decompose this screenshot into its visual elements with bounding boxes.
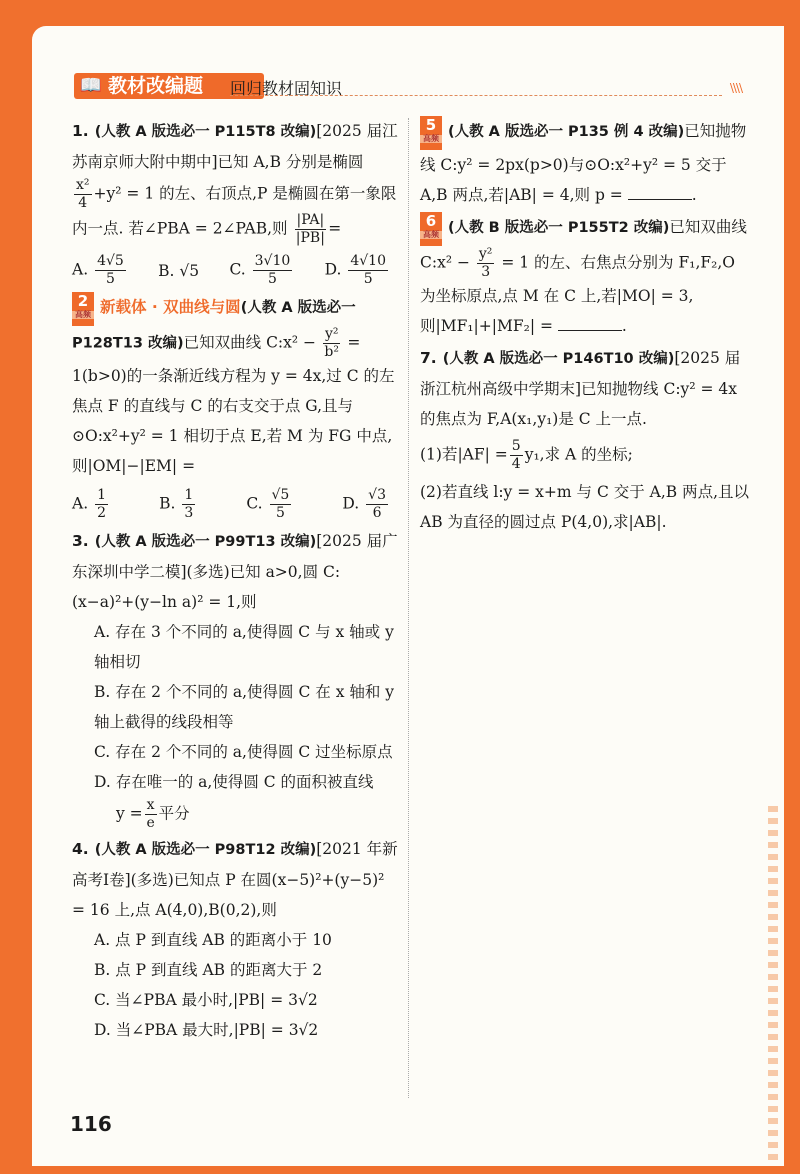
book-icon: 📖 bbox=[79, 75, 103, 96]
question-number: 4. bbox=[72, 840, 89, 858]
question-text: [2025 届广东深圳中学二模](多选)已知 a>0,圆 C:(x−a)²+(y−ln a)² = 1,则 bbox=[72, 532, 398, 611]
option-d: D. $\frac{4√10}{5}$ bbox=[324, 253, 386, 287]
option-b: B. $\frac{1}{3}$ bbox=[159, 487, 194, 521]
answer-blank[interactable] bbox=[628, 181, 692, 200]
question-source: (人教 A 版选必一 P115T8 改编) bbox=[94, 124, 317, 140]
question-tail: = bbox=[328, 219, 342, 238]
section-title: 教材改编题 bbox=[108, 75, 204, 97]
answer-blank[interactable] bbox=[558, 312, 622, 331]
section-header bbox=[52, 73, 742, 99]
question-number: 1. bbox=[72, 122, 89, 140]
header-dashed-line bbox=[230, 95, 722, 96]
question-text: [2025 届浙江杭州高级中学期末]已知抛物线 C:y² = 4x 的焦点为 F,A(x₁,y₁)是 C 上一点. bbox=[420, 349, 741, 428]
option-a: A. $\frac{4√5}{5}$ bbox=[72, 253, 124, 287]
page-number: 116 bbox=[70, 1112, 112, 1136]
option-d: D. 存在唯一的 a,使得圆 C 的面积被直线 bbox=[94, 773, 374, 791]
question-number: 3. bbox=[72, 532, 89, 550]
question-number: 7. bbox=[420, 349, 437, 367]
option-b: B. √5 bbox=[158, 261, 200, 280]
question-badge: 6 高频 bbox=[420, 212, 442, 246]
question-4 bbox=[72, 834, 400, 1045]
question-1 bbox=[72, 116, 400, 288]
question-text: 已知双曲线 C:x² − bbox=[183, 333, 321, 352]
question-source: (人教 B 版选必一 P155T2 改编) bbox=[448, 220, 670, 236]
subquestion-2: (2)若直线 l:y = x+m 与 C 交于 A,B 两点,且以 AB 为直径的圆过点 P(4,0),求|AB|. bbox=[420, 483, 750, 531]
column-divider bbox=[408, 118, 409, 1098]
options-row bbox=[72, 487, 400, 522]
option-b: B. 点 P 到直线 AB 的距离大于 2 bbox=[94, 961, 323, 979]
question-text: [2021 年新高考Ⅰ卷](多选)已知点 P 在圆(x−5)²+(y−5)² = 16 上,点 A(4,0),B(0,2),则 bbox=[72, 840, 398, 919]
question-source: (人教 A 版选必一 P146T10 改编) bbox=[442, 351, 675, 367]
option-c: C. 存在 2 个不同的 a,使得圆 C 过坐标原点 bbox=[94, 743, 393, 761]
hyperbola-fraction: $\frac{\text{y²}}{\text{b²}}$ bbox=[324, 326, 339, 360]
page-edge-stripes bbox=[768, 806, 778, 1166]
question-5: 5 高频 (人教 A 版选必一 P135 例 4 改编)已知抛物线 C:y² = 2px(p>0)与⊙O:x²+y² = 5 交于 A,B 两点,若|AB| = 4,则 p = . bbox=[420, 116, 747, 204]
question-source: (人教 A 版选必一 P135 例 4 改编) bbox=[448, 124, 685, 140]
question-badge: 2 高频 bbox=[72, 292, 94, 326]
right-column bbox=[420, 116, 750, 539]
question-text-2: = 1 的左、右焦点分别为 F₁,F₂,O 为坐标原点,点 M 在 C 上,若|MO| = 3,则|MF₁|+|MF₂| = bbox=[420, 253, 735, 335]
option-a: A. 点 P 到直线 AB 的距离小于 10 bbox=[94, 931, 332, 949]
question-text-2: = 1(b>0)的一条渐近线方程为 y = 4x,过 C 的左焦点 F 的直线与 C 的右支交于点 G,且与⊙O:x²+y² = 1 相切于点 E,若 M 为 FG 中点,则|OM|−|EM| = bbox=[72, 333, 395, 475]
header-slash-decoration: \\\\ bbox=[729, 81, 742, 95]
ratio-fraction: $\frac{|PA|}{|PB|}$ bbox=[295, 212, 325, 246]
section-subtitle: 回归教材固知识 bbox=[230, 79, 343, 98]
question-text-2: +y² = 1 的左、右顶点,P 是椭圆在第一象限内一点. 若∠PBA = 2∠PAB,则 bbox=[72, 184, 397, 238]
question-source: (人教 A 版选必一 P98T12 改编) bbox=[94, 842, 317, 858]
question-text: 已知抛物线 C:y² = 2px(p>0)与⊙O:x²+y² = 5 交于 A,B 两点,若|AB| = 4,则 p = bbox=[420, 122, 747, 204]
option-a: A. $\frac{1}{2}$ bbox=[72, 487, 106, 521]
hyperbola-fraction: $\frac{\text{y²}}{3}$ bbox=[478, 246, 493, 280]
option-c: C. $\frac{3√10}{5}$ bbox=[229, 253, 291, 287]
question-source: (人教 A 版选必一 P99T13 改编) bbox=[94, 534, 317, 550]
option-a: A. 存在 3 个不同的 a,使得圆 C 与 x 轴或 y 轴相切 bbox=[94, 623, 394, 671]
badge-small-text: 高频 bbox=[72, 311, 94, 319]
option-b: B. 存在 2 个不同的 a,使得圆 C 在 x 轴和 y 轴上截得的线段相等 bbox=[94, 683, 395, 731]
question-3 bbox=[72, 526, 400, 832]
question-2 bbox=[72, 292, 400, 522]
question-text: 已知双曲线 C:x² − bbox=[420, 218, 747, 272]
option-c: C. 当∠PBA 最小时,|PB| = 3√2 bbox=[94, 991, 318, 1009]
question-7 bbox=[420, 343, 750, 537]
option-c: C. $\frac{√5}{5}$ bbox=[246, 487, 290, 521]
ellipse-fraction: $\frac{\text{x²}}{4}$ bbox=[76, 177, 90, 211]
question-badge: 5 高频 bbox=[420, 116, 442, 150]
subquestion-1: (1)若|AF| = $\frac{5}{4}$ y₁,求 A 的坐标; bbox=[420, 438, 633, 472]
option-d: D. 当∠PBA 最大时,|PB| = 3√2 bbox=[94, 1021, 319, 1039]
question-source: (人教 A 版选必一 P128T13 改编) bbox=[72, 300, 356, 352]
option-d-line: y = $\frac{x}{e}$ 平分 bbox=[116, 797, 190, 831]
question-6: 6 高频 (人教 B 版选必一 P155T2 改编)已知双曲线 C:x² − $\frac{\text{y²}}{3}$ = 1 的左、右焦点分别为 F₁,F₂,O 为坐标原点,点 M 在 C 上,若|MO| = 3,则|MF₁|+|MF₂| = . bbox=[420, 212, 747, 335]
question-tag: 新载体 · 双曲线与圆 bbox=[100, 298, 241, 316]
option-d: D. $\frac{√3}{6}$ bbox=[342, 487, 386, 521]
left-column bbox=[72, 116, 400, 1047]
question-text: [2025 届江苏南京师大附中期中]已知 A,B 分别是椭圆 bbox=[72, 122, 398, 171]
options-row bbox=[72, 253, 400, 288]
